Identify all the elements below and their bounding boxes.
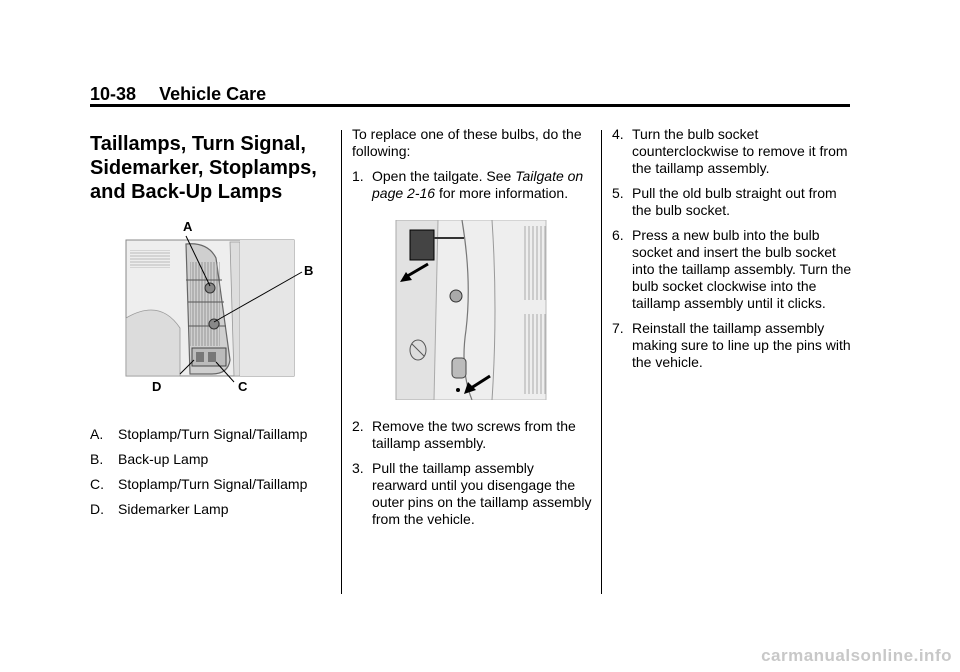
column-divider	[341, 130, 342, 594]
column-2	[352, 126, 592, 536]
legend-item: D. Sidemarker Lamp	[90, 501, 229, 517]
callout-a: A	[183, 219, 193, 234]
step-item: 5. Pull the old bulb straight out from the bulb socket.	[612, 185, 837, 218]
taillamp-figure	[90, 219, 328, 408]
legend-item: B. Back-up Lamp	[90, 451, 209, 467]
callout-d: D	[152, 379, 162, 394]
page-number: 10-38	[90, 84, 137, 104]
legend-item: A. Stoplamp/Turn Signal/Taillamp	[90, 426, 308, 442]
step-item: 3. Pull the taillamp assembly rearward until you disengage the outer pins on the taillamp assembly from the vehicle.	[352, 460, 592, 527]
figure-legend	[90, 426, 328, 518]
column-3	[612, 126, 852, 379]
callout-c: C	[238, 379, 248, 394]
step-item: 2. Remove the two screws from the taillamp assembly.	[352, 418, 576, 451]
tailgate-figure	[352, 220, 592, 400]
step-item: 7. Reinstall the taillamp assembly making sure to line up the pins with the vehicle.	[612, 320, 851, 370]
step-item: 1. Open the tailgate. See Tailgate on page 2-16 for more information.	[352, 168, 584, 201]
chapter-title: Vehicle Care	[159, 84, 267, 104]
step-item: 6. Press a new bulb into the bulb socket and insert the bulb socket into the taillamp assembly. Turn the bulb socket clockwise into the taillamp assembly until it clicks.	[612, 227, 852, 311]
header-rule	[90, 104, 850, 107]
column-1	[90, 126, 328, 526]
section-title-line: and Back-Up Lamps	[90, 181, 283, 203]
tailgate-illustration	[352, 220, 592, 400]
section-title-line: Sidemarker, Stoplamps,	[90, 157, 317, 179]
tailgate-reference-link[interactable]: Tailgate on page 2-16	[372, 168, 584, 201]
section-title	[90, 132, 328, 204]
legend-item: C. Stoplamp/Turn Signal/Taillamp	[90, 476, 308, 492]
intro-text: To replace one of these bulbs, do the following:	[352, 126, 582, 159]
callout-b: B	[304, 263, 314, 278]
watermark: carmanualsonline.info	[761, 646, 952, 665]
step-item: 4. Turn the bulb socket counterclockwise to remove it from the taillamp assembly.	[612, 126, 848, 176]
column-divider	[601, 130, 602, 594]
section-title-line: Taillamps, Turn Signal,	[90, 133, 306, 155]
taillamp-illustration	[90, 228, 328, 408]
page-header	[90, 84, 850, 104]
